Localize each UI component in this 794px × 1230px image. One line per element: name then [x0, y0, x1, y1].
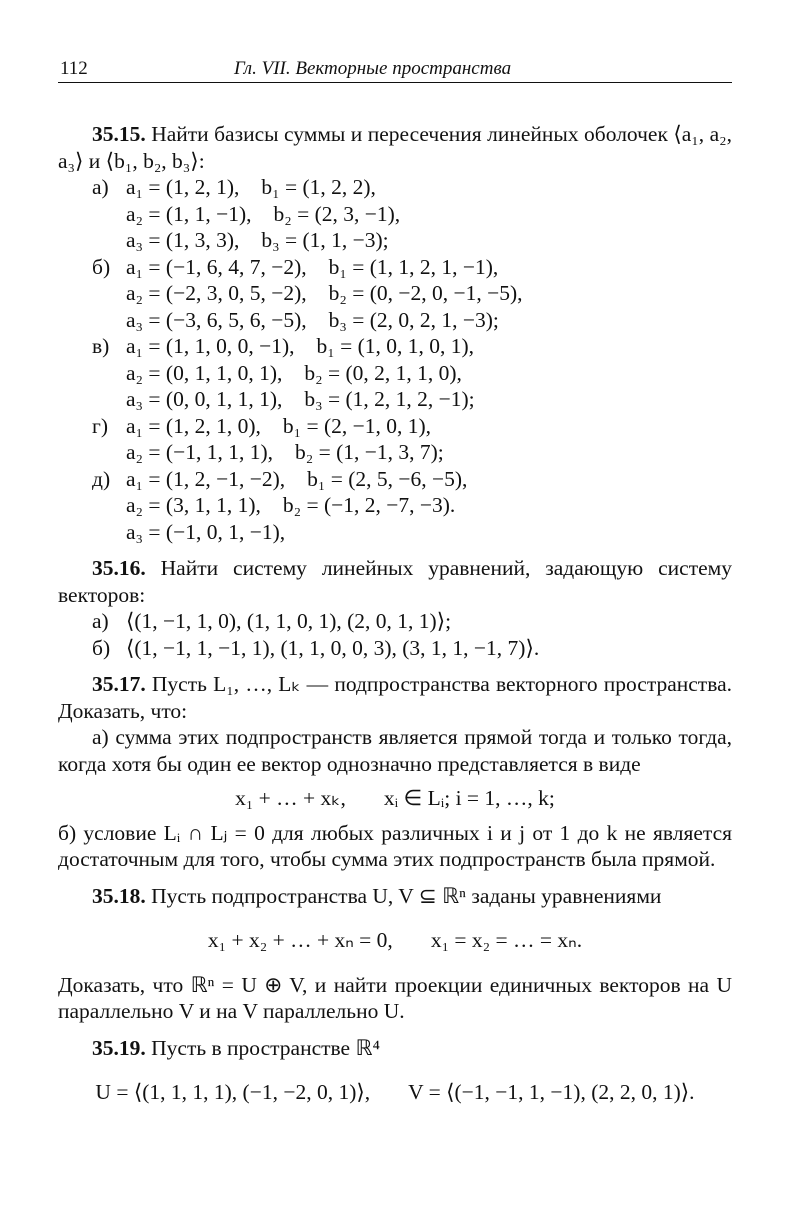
vector-row [126, 280, 732, 307]
vector-a: a₁ = (1, 1, 0, 0, −1), [126, 334, 295, 358]
vector-a: a₃ = (1, 3, 3), [126, 228, 240, 252]
problem-statement [58, 555, 732, 608]
vector-b: b₂ = (−1, 2, −7, −3). [282, 493, 456, 517]
formula-right: xᵢ ∈ Lᵢ; i = 1, …, k; [383, 786, 555, 810]
part-a: а) сумма этих подпространств является прямой тогда и только тогда, когда хотя бы один ее вектор однозначно представляется в виде [58, 725, 732, 776]
item-v [92, 333, 732, 413]
vector-b: b₁ = (2, 5, −6, −5), [307, 466, 468, 491]
formula-right: x₁ = x₂ = … = xₙ. [430, 928, 583, 952]
item-d [92, 466, 732, 546]
item-b [92, 254, 732, 334]
problem-35-17 [58, 671, 732, 873]
page-content [58, 121, 732, 1124]
problem-statement [58, 883, 732, 910]
problem-35-18 [58, 883, 732, 1025]
vector-b: b₁ = (1, 0, 1, 0, 1), [316, 334, 475, 358]
vector-a: a₂ = (−1, 1, 1, 1), [126, 440, 273, 464]
vector-b: b₃ = (2, 0, 2, 1, −3); [328, 307, 499, 332]
formula-left: x₁ + … + xₖ, [235, 786, 346, 810]
item-label: д) [92, 466, 111, 491]
vector-row [126, 439, 732, 466]
item-label: а) [92, 609, 109, 633]
item-b [92, 635, 732, 662]
vector-row [126, 519, 732, 546]
running-head: Гл. VII. Векторные пространства [234, 58, 512, 79]
vector-row [126, 254, 732, 281]
vector-a: a₂ = (0, 1, 1, 0, 1), [126, 360, 283, 385]
vector-row [126, 413, 732, 440]
vector-row [126, 466, 732, 493]
vector-row [126, 201, 732, 228]
vector-row [126, 333, 732, 360]
vector-a: a₁ = (1, 2, 1, 0), [126, 413, 261, 438]
item-a [92, 608, 732, 635]
vector-a: a₁ = (1, 2, −1, −2), [126, 466, 286, 491]
item-label: г) [92, 413, 108, 438]
problem-text: Пусть подпространства U, V ⊆ ℝⁿ заданы уравнениями [151, 883, 662, 908]
item-label: в) [92, 334, 110, 358]
vector-b: b₂ = (2, 3, −1), [273, 201, 401, 226]
vector-row [126, 307, 732, 334]
problem-continuation: Доказать, что ℝⁿ = U ⊕ V, и найти проекции единичных векторов на U параллельно V и на V параллельно U. [58, 972, 732, 1023]
item-text: ⟨(1, −1, 1, 0), (1, 1, 0, 1), (2, 0, 1, 1)⟩; [126, 609, 452, 633]
vector-row [126, 492, 732, 519]
problem-number: 35.15. [92, 122, 146, 146]
vector-row [126, 386, 732, 413]
item-label: а) [92, 175, 109, 199]
vector-b: b₂ = (0, 2, 1, 1, 0), [304, 360, 462, 385]
vector-b: b₁ = (1, 2, 2), [261, 175, 376, 199]
problem-text: Пусть L₁, …, Lₖ — подпространства векторного пространства. Доказать, что: [58, 672, 732, 723]
vector-a: a₂ = (3, 1, 1, 1), [126, 493, 261, 517]
vector-a: a₃ = (−3, 6, 5, 6, −5), [126, 307, 307, 332]
problem-statement [58, 1035, 732, 1062]
problem-number: 35.17. [92, 672, 146, 696]
problem-35-16 [58, 555, 732, 661]
page-header [58, 52, 732, 83]
display-formula [58, 785, 732, 812]
vector-b: b₂ = (0, −2, 0, −1, −5), [328, 281, 523, 305]
vector-a: a₃ = (0, 0, 1, 1, 1), [126, 387, 283, 411]
problem-number: 35.19. [92, 1035, 146, 1060]
problem-35-15 [58, 121, 732, 545]
vector-b: b₃ = (1, 2, 1, 2, −1); [304, 387, 475, 411]
vector-a: a₁ = (−1, 6, 4, 7, −2), [126, 254, 307, 279]
item-text: ⟨(1, −1, 1, −1, 1), (1, 1, 0, 0, 3), (3, 1, 1, −1, 7)⟩. [126, 635, 540, 660]
vector-row [126, 174, 732, 201]
vector-a: a₃ = (−1, 0, 1, −1), [126, 519, 286, 544]
item-label: б) [92, 635, 111, 660]
formula-left: U = ⟨(1, 1, 1, 1), (−1, −2, 0, 1)⟩, [95, 1080, 371, 1104]
vector-b: b₁ = (1, 1, 2, 1, −1), [328, 254, 499, 279]
page-number: 112 [60, 58, 88, 79]
formula-right: V = ⟨(−1, −1, 1, −1), (2, 2, 0, 1)⟩. [408, 1080, 695, 1104]
vector-b: b₃ = (1, 1, −3); [261, 228, 389, 252]
vector-a: a₂ = (−2, 3, 0, 5, −2), [126, 281, 307, 305]
vector-b: b₁ = (2, −1, 0, 1), [282, 413, 432, 438]
part-b: б) условие Lᵢ ∩ Lⱼ = 0 для любых различных i и j от 1 до k не является достаточным для того, чтобы сумма этих подпространств была прямой. [58, 820, 732, 871]
vector-a: a₁ = (1, 2, 1), [126, 175, 240, 199]
problem-text: Найти базисы суммы и пересечения линейных оболочек ⟨a₁, a₂, a₃⟩ и ⟨b₁, b₂, b₃⟩: [58, 122, 732, 173]
problem-number: 35.16. [92, 556, 146, 580]
problem-35-19 [58, 1035, 732, 1106]
display-formula [58, 927, 732, 954]
problem-number: 35.18. [92, 883, 146, 908]
vector-row [126, 360, 732, 387]
item-a [92, 174, 732, 254]
problem-items [92, 174, 732, 545]
vector-b: b₂ = (1, −1, 3, 7); [294, 440, 444, 464]
item-g [92, 413, 732, 466]
problem-text: Найти систему линейных уравнений, задающую систему векторов: [58, 556, 732, 607]
display-formula [58, 1079, 732, 1106]
problem-text: Пусть в пространстве ℝ⁴ [151, 1035, 380, 1060]
item-label: б) [92, 254, 111, 279]
vector-row [126, 227, 732, 254]
formula-left: x₁ + x₂ + … + xₙ = 0, [207, 928, 393, 952]
problem-statement [58, 121, 732, 174]
problem-items [92, 608, 732, 661]
problem-statement [58, 671, 732, 724]
vector-a: a₂ = (1, 1, −1), [126, 201, 252, 226]
